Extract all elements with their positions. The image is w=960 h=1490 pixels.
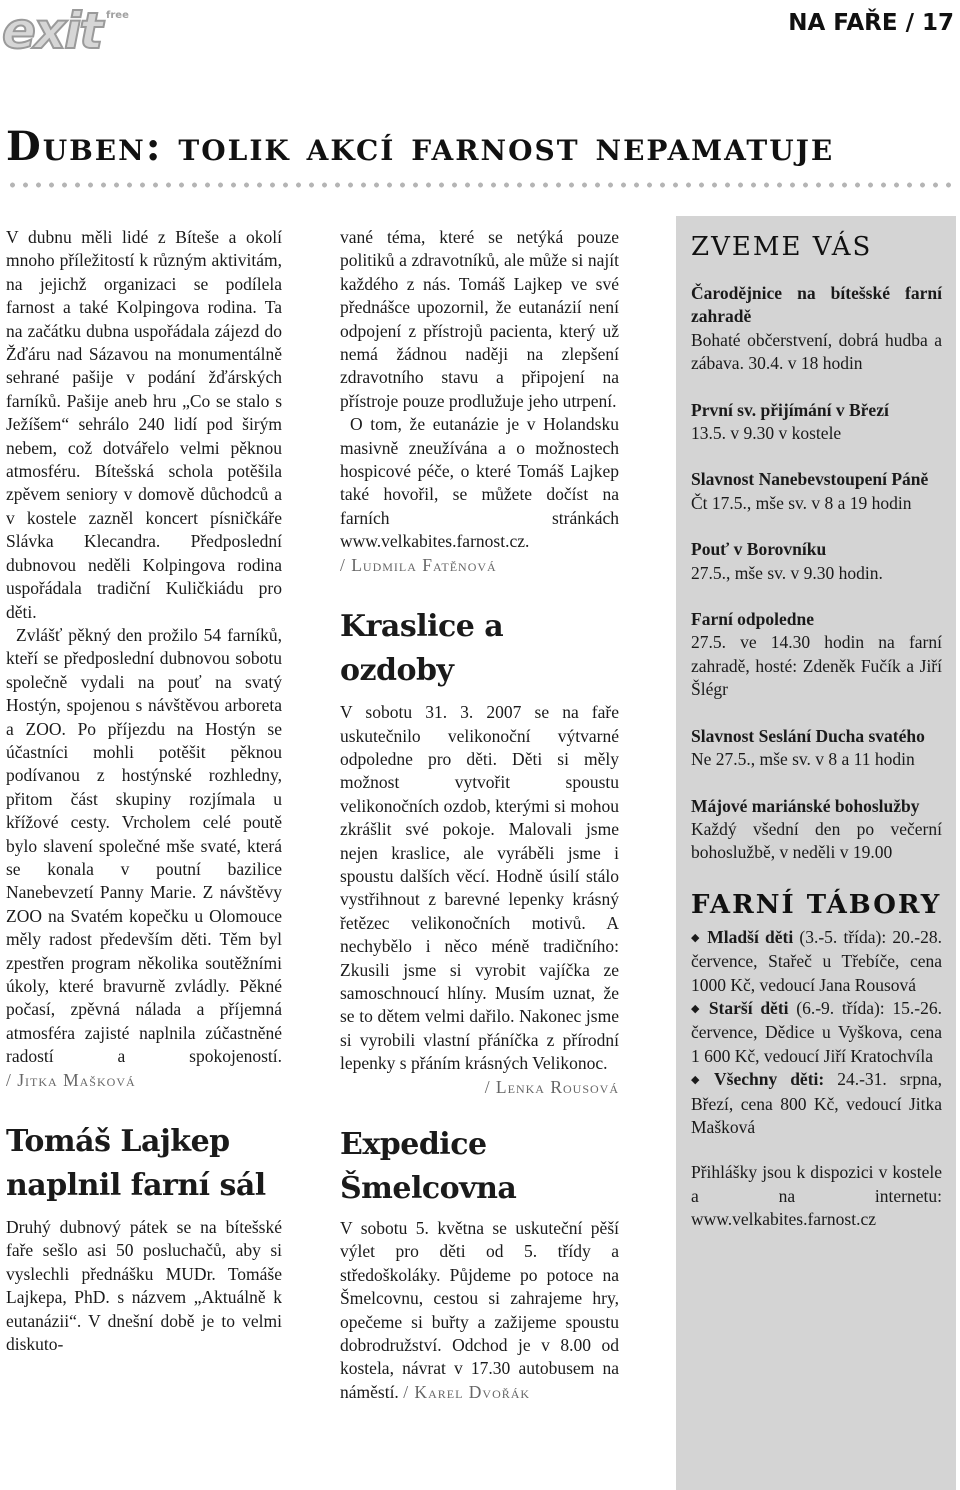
diamond-bullet-icon: ◆ xyxy=(691,1074,709,1087)
event-detail: Ne 27.5., mše sv. v 8 a 11 hodin xyxy=(691,749,915,770)
event-detail: Každý všední den po večerní bohoslužbě, v neděli v 19.00 xyxy=(691,818,942,863)
event-detail: Čt 17.5., mše sv. v 8 a 19 hodin xyxy=(691,492,912,513)
article-text: O tom, že eutanázie je v Holandsku masivně zneužívána a o možnostech hospicové péče, o které Tomáš Lajkep také hovořil, se můžete dočíst na farních stránkách www.velkabites.farnost.cz. xyxy=(340,414,619,552)
event-item xyxy=(691,468,942,515)
sidebar-title: ZVEME VÁS xyxy=(691,232,873,262)
logo-small-text: free xyxy=(106,10,129,21)
event-item xyxy=(691,725,942,772)
camp-item xyxy=(691,997,942,1068)
article-paragraph: Druhý dubnový pátek se na bítešské faře sešlo asi 50 posluchačů, aby si vyslechli přednášku MUDr. Tomáše Lajkepa, PhD. s názvem „Aktuálně k eutanázii“. V dnešní době je to velmi diskuto- xyxy=(6,1217,282,1355)
article-title: Expedice Šmelcovna xyxy=(340,1127,517,1206)
article-signature: / Ludmila Fatěnová xyxy=(340,554,497,575)
diamond-bullet-icon: ◆ xyxy=(691,931,702,944)
article-text: Zvlášť pěkný den prožilo 54 farníků, kteří se předposlední dubnovou sobotu společně vydali na pouť na svatý Hostýn, spojenou s návštěvou arboreta a ZOO. Po příjezdu na Hostýn se účastníci mohli potěšit pěknou podívanou z hostýnské rozhledny, přitom část skupiny rozjímala u křížové cesty. Vrcholem celé poutě bylo slavení společné mše svaté, která se konala v poutní bazilice Nanebevzetí Panny Marie. Z návštěvy ZOO na Svatém kopečku u Olomouce měly radost především děti. Těm byl zpestřen program několika soutěžními úkoly, které bravurně zvládly. Pěkné počasí, zpěvná nálada a příjemná atmosféra zajisté naplnila zúčastněné radostí a spokojeností. xyxy=(6,624,282,1067)
camp-name: Všechny děti: xyxy=(714,1069,825,1090)
camp-name: Starší děti xyxy=(708,997,789,1018)
sidebar-events xyxy=(676,216,956,1490)
article-signature: / Jitka Mašková xyxy=(6,1069,136,1090)
article-paragraph: V dubnu měli lidé z Bíteše a okolí mnoho příležitostí k různým aktivitám, na jejichž organizaci se podílela farnost a také Kolpingova rodina. Ta na začátku dubna uspořádala zájezd do Žďáru nad Sázavou na monumentálně sehrané pašije v podání žďárských farníků. Pašije aneb hru „Co se stalo s Ježíšem“ sehrálo 240 lidí pod širým nebem, což dotvářelo velmi pěknou atmosféru. Bítešská schola potěšila zpěvem seniory v domově důchodců a v kostele zazněl koncert písničkáře Slávka Klecandra. Předposlední dubnovou neděli Kolpingova rodina uspořádala tradiční Kuličkiádu pro děti. xyxy=(6,227,282,622)
event-title: Farní odpoledne xyxy=(691,609,815,630)
event-item xyxy=(691,399,942,446)
camp-item xyxy=(691,926,942,997)
event-item xyxy=(691,608,942,702)
event-title: Čarodějnice na bítešské farní zahradě xyxy=(691,283,942,327)
registration-note: Přihlášky jsou k dispozici v kostele a na internetu: www.velkabites.farnost.cz xyxy=(691,1162,942,1230)
camps-title: FARNÍ TÁBORY xyxy=(691,889,942,920)
article-paragraph: V sobotu 31. 3. 2007 se na faře uskutečnilo velikonoční výtvarné odpoledne pro děti. Děti si měly možnost vytvořit spoustu velikonočních ozdob, kterými si mohou zkrášlit své pokoje. Malovali jsme nejen kraslice, ale vyráběli jsme i spoustu dalších věcí. Hodně úsilí stálo vystřihnout z barevné lepenky krásný řetězec velikonočních motivů. A nechybělo i něco méně tradičního: Zkusili jsme si vyrobit vajíčka ze samoschnoucí hlíny. Musím uznat, že se to dětem velmi dařilo. Nakonec jsme si vyrobili vlastní přáníčka z přírodní lepenky s přáním krásných Velikonoc. xyxy=(340,702,619,1074)
camp-name: Mladší děti xyxy=(707,926,794,947)
event-detail: 27.5. ve 14.30 hodin na farní zahradě, hosté: Zdeněk Fučík a Jiří Šlégr xyxy=(691,632,942,700)
logo-text: exit xyxy=(2,2,102,60)
dotted-divider xyxy=(6,181,956,189)
article-paragraph: vané téma, které se netýká pouze politiků a zdravotníků, ale může si najít každého z nás. Tomáš Lajkep ve své přednášce upozornil, že eutanázií není odpojení z přístrojů pacienta, který už nemá žádnou naději na zlepšení zdravotního stavu a připojení na přístroje pouze prodlužuje jeho utrpení. xyxy=(340,227,619,411)
event-detail: 13.5. v 9.30 v kostele xyxy=(691,423,842,444)
diamond-bullet-icon: ◆ xyxy=(691,1002,703,1015)
event-item xyxy=(691,538,942,585)
article-paragraph xyxy=(340,413,619,577)
event-title: Slavnost Seslání Ducha svatého xyxy=(691,725,925,746)
article-title: Tomáš Lajkep naplnil farní sál xyxy=(6,1124,266,1204)
column-middle xyxy=(340,226,619,1404)
exit-logo xyxy=(2,4,142,58)
event-detail: Bohaté občerstvení, dobrá hudba a zábava. 30.4. v 18 hodin xyxy=(691,329,942,374)
article-signature: / Lenka Rousová xyxy=(484,1076,619,1097)
page-headline: Duben: tolik akcí farnost nepamatuje xyxy=(6,123,835,170)
event-detail: 27.5., mše sv. v 9.30 hodin. xyxy=(691,562,883,583)
article-title: Kraslice a ozdoby xyxy=(340,609,504,689)
event-item xyxy=(691,282,942,376)
event-item xyxy=(691,795,942,865)
article-paragraph xyxy=(340,1217,619,1404)
event-title: První sv. přijímání v Březí xyxy=(691,399,889,420)
event-title: Pouť v Borovníku xyxy=(691,539,827,560)
camp-detail: (6.-9. třída): 15.-26. července, Dědice u Vyškova, cena 1 600 Kč, vedoucí Jiří Kratochvíla xyxy=(691,997,942,1066)
column-left xyxy=(6,226,282,1356)
section-page-label: NA FAŘE / 17 xyxy=(788,10,954,36)
camp-detail: 24.-31. srpna, Březí, cena 800 Kč, vedoucí Jitka Mašková xyxy=(691,1069,943,1137)
camp-detail: (3.-5. třída): 20.-28. července, Stařeč u Třebíče, cena 1000 Kč, vedoucí Jana Rousová xyxy=(691,926,943,995)
event-title: Slavnost Nanebevstoupení Páně xyxy=(691,469,929,490)
article-signature: / Karel Dvořák xyxy=(403,1381,531,1402)
article-text: V sobotu 5. května se uskuteční pěší výlet pro děti od 5. třídy a středoškoláky. Půjdeme po potoce na Šmelcovnu, cestou si zahrajeme hry, opečeme si buřty a zažijeme spoustu dobrodružství. Odchod je v 8.00 od kostela, návrat v 17.30 autobusem na náměstí. xyxy=(340,1218,619,1402)
camp-item xyxy=(691,1068,942,1139)
event-title: Májové mariánské bohoslužby xyxy=(691,795,920,816)
article-paragraph xyxy=(6,624,282,1092)
